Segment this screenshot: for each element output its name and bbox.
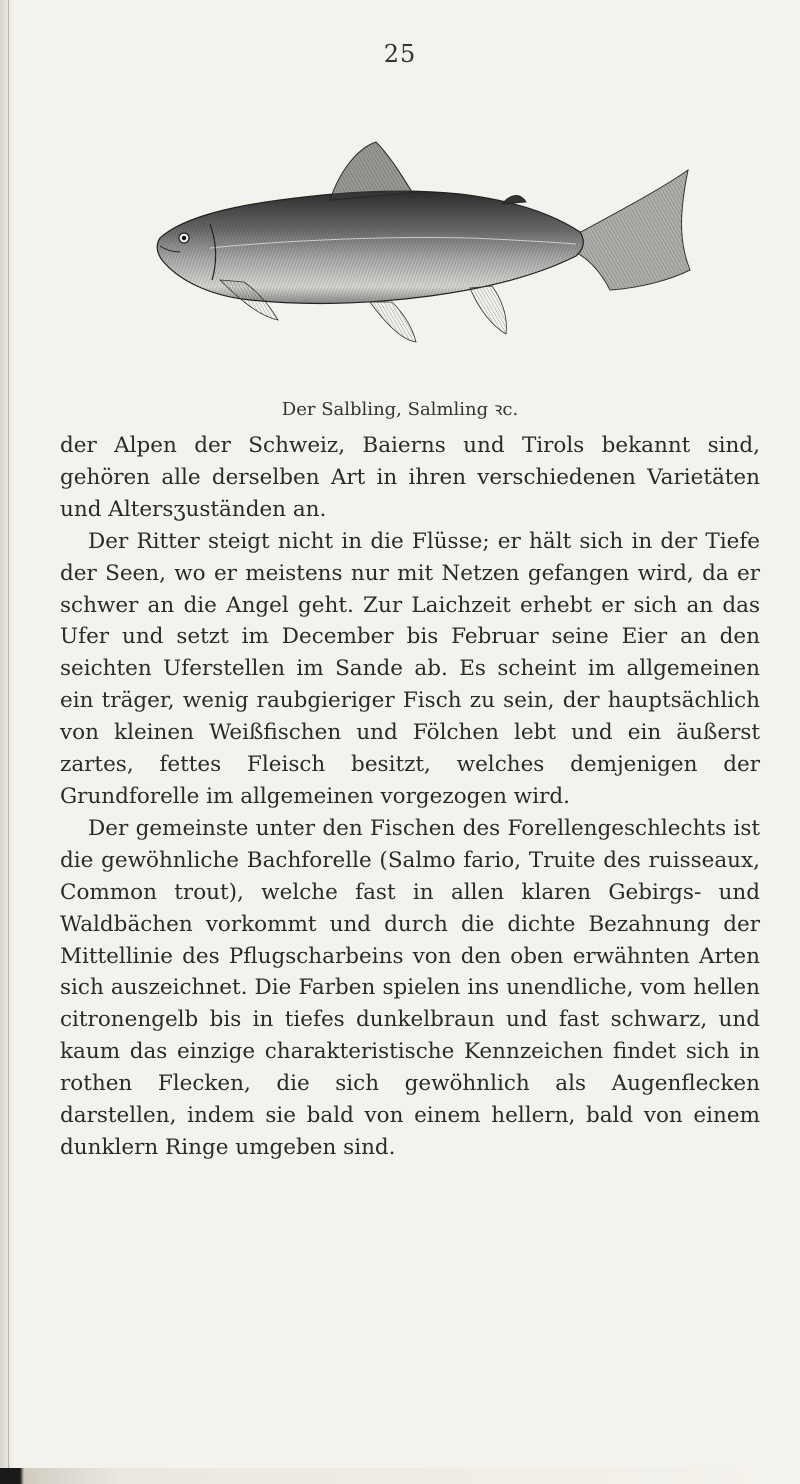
page-edge-line bbox=[8, 0, 9, 1484]
paragraph: der Alpen der Schweiz, Baierns und Tirols bekannt sind, gehören alle derselben Art in ihren verschiedenen Varietäten und Altersʒuständen an. bbox=[60, 433, 760, 522]
paragraph: Der Ritter steigt nicht in die Flüsse; er hält sich in der Tiefe der Seen, wo er meistens nur mit Netzen gefangen wird, da er schwer an die Angel geht. Zur Laichzeit erhebt er sich an das Ufer und setzt im December bis Februar seine Eier an den seichten Uferstellen im Sande ab. Es scheint im allgemeinen ein träger, wenig raubgieriger Fisch zu sein, der hauptsächlich von kleinen Weißfischen und Fölchen lebt und ein äußerst zartes, fettes Fleisch besitzt, welches demjenigen der Grundforelle im allgemeinen vorgezogen wird. bbox=[60, 528, 760, 809]
page-number: 25 bbox=[383, 40, 417, 68]
body-text bbox=[60, 430, 760, 1164]
figure-caption: Der Salbling, Salmling ꝛc. bbox=[281, 399, 519, 420]
page-bottom-edge bbox=[0, 1468, 780, 1484]
paragraph: Der gemeinste unter den Fischen des Forellengeschlechts ist die gewöhnliche Bachforelle (Salmo fario, Truite des ruisseaux, Common trout), welche fast in allen klaren Gebirgs- und Waldbächen vorkommt und durch die dichte Bezahnung der Mittellinie des Pflugscharbeins von den oben erwähnten Arten sich auszeichnet. Die Farben spielen ins unendliche, vom hellen citronengelb bis in tiefes dunkelbraun und fast schwarz, und kaum das einzige charakteristische Kennzeichen findet sich in rothen Flecken, die sich gewöhnlich als Augenflecken darstellen, indem sie bald von einem hellern, bald von einem dunklern Ringe umgeben sind. bbox=[60, 815, 760, 1160]
fish-illustration bbox=[140, 120, 700, 380]
page-edge-shadow bbox=[0, 0, 14, 1484]
